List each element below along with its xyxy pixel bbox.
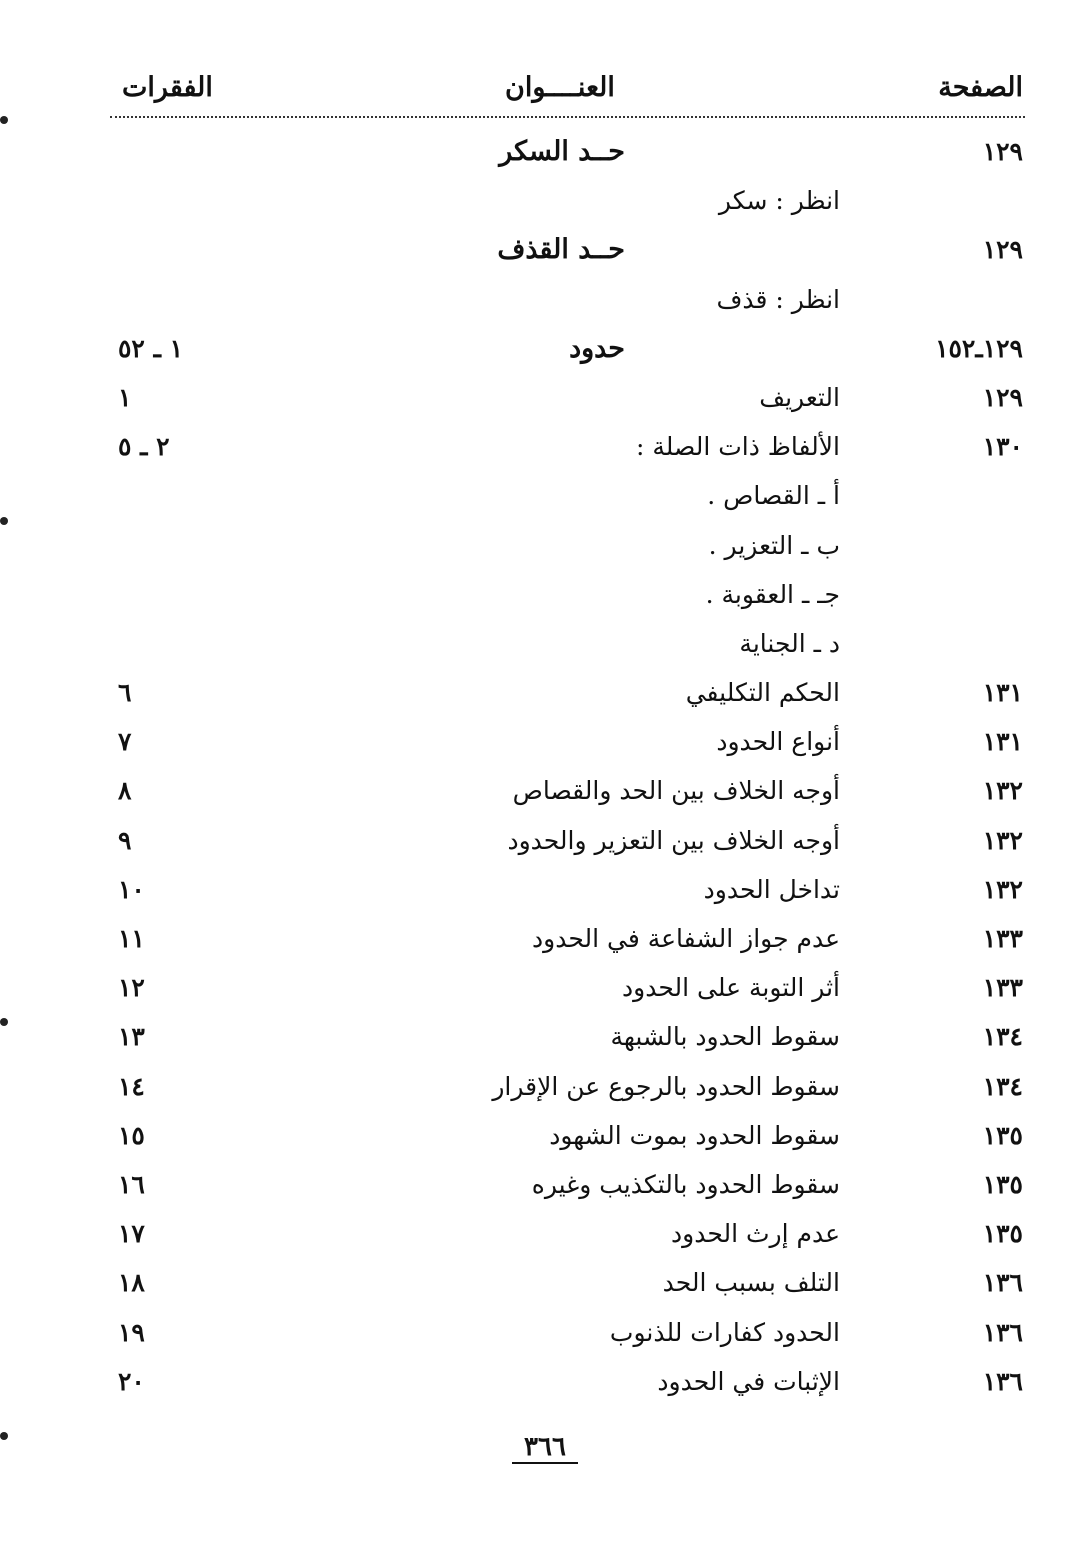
entry-page-number: ١٣٤ bbox=[982, 1022, 1023, 1052]
index-entry bbox=[110, 866, 1025, 915]
entry-title: انظر : سكر bbox=[718, 186, 840, 216]
entry-title: انظر : قذف bbox=[716, 284, 840, 314]
entry-title: الحكم التكليفي bbox=[685, 678, 840, 708]
entry-title: أوجه الخلاف بين التعزير والحدود bbox=[507, 825, 840, 855]
entry-title: حــد القذف bbox=[497, 234, 625, 266]
page-footer bbox=[0, 1432, 1090, 1462]
index-entry bbox=[110, 325, 1025, 374]
entry-page-number: ١٣٣ bbox=[982, 973, 1023, 1003]
entry-title: سقوط الحدود بالتكذيب وغيره bbox=[531, 1169, 840, 1199]
index-entry bbox=[110, 1063, 1025, 1112]
scan-mark bbox=[0, 517, 8, 525]
entry-title: سقوط الحدود بالرجوع عن الإقرار bbox=[492, 1071, 840, 1101]
entry-title: أنواع الحدود bbox=[716, 727, 840, 757]
index-entry bbox=[110, 817, 1025, 866]
entry-title: التلف بسبب الحد bbox=[662, 1268, 840, 1298]
entry-page-number: ١٢٩ـ١٥٢ bbox=[935, 333, 1023, 363]
index-entries bbox=[110, 128, 1025, 1407]
page-number: ٣٦٦ bbox=[512, 1432, 578, 1464]
entry-page-number: ١٣٢ bbox=[982, 776, 1023, 806]
entry-title: أثر التوبة على الحدود bbox=[622, 973, 840, 1003]
entry-page-number: ١٣٣ bbox=[982, 924, 1023, 953]
entry-paragraphs: ٢ ـ ٥ bbox=[118, 432, 170, 462]
entry-title: أوجه الخلاف بين الحد والقصاص bbox=[512, 776, 840, 806]
entry-paragraphs: ١٧ bbox=[118, 1219, 145, 1249]
entry-title: تداخل الحدود bbox=[703, 874, 840, 904]
scan-mark bbox=[0, 1018, 8, 1026]
entry-paragraphs: ٢٠ bbox=[118, 1366, 145, 1396]
index-entry bbox=[110, 964, 1025, 1013]
index-entry bbox=[110, 767, 1025, 816]
entry-title: سقوط الحدود بموت الشهود bbox=[549, 1120, 840, 1150]
entry-paragraphs: ٩ bbox=[118, 825, 132, 855]
scan-mark bbox=[0, 1432, 8, 1440]
table-header bbox=[110, 70, 1025, 118]
entry-page-number: ١٣٢ bbox=[982, 825, 1023, 855]
entry-page-number: ١٣٦ bbox=[982, 1268, 1023, 1298]
entry-page-number: ١٢٩ bbox=[982, 137, 1023, 166]
index-entry bbox=[110, 472, 1025, 521]
entry-page-number: ١٣٢ bbox=[982, 874, 1023, 904]
index-entry bbox=[110, 1161, 1025, 1210]
index-entry bbox=[110, 374, 1025, 423]
entry-paragraphs: ٧ bbox=[118, 727, 132, 757]
entry-page-number: ١٣٥ bbox=[982, 1120, 1023, 1150]
index-entry bbox=[110, 1210, 1025, 1259]
entry-title: ب ـ التعزير . bbox=[708, 530, 840, 560]
index-entry bbox=[110, 177, 1025, 226]
index-entry bbox=[110, 1112, 1025, 1161]
entry-paragraphs: ٦ bbox=[118, 678, 132, 708]
index-entry bbox=[110, 669, 1025, 718]
entry-paragraphs: ١ ـ ٥٢ bbox=[118, 333, 184, 363]
entry-title: الإثبات في الحدود bbox=[657, 1366, 840, 1396]
entry-title: عدم إرث الحدود bbox=[671, 1219, 840, 1249]
index-entry bbox=[110, 128, 1025, 177]
entry-paragraphs: ٨ bbox=[118, 776, 132, 806]
entry-title: سقوط الحدود بالشبهة bbox=[610, 1022, 840, 1052]
entry-title: حــد السكر bbox=[499, 136, 625, 167]
entry-page-number: ١٢٩ bbox=[982, 382, 1023, 412]
index-entry bbox=[110, 718, 1025, 767]
header-title-label: العنــــوان bbox=[505, 72, 615, 103]
index-entry bbox=[110, 620, 1025, 669]
entry-paragraphs: ١١ bbox=[118, 924, 145, 953]
entry-page-number: ١٢٩ bbox=[982, 235, 1023, 265]
entry-paragraphs: ١٩ bbox=[118, 1317, 145, 1347]
index-entry bbox=[110, 522, 1025, 571]
index-entry bbox=[110, 1013, 1025, 1062]
entry-title: التعريف bbox=[759, 382, 840, 412]
entry-paragraphs: ١ bbox=[118, 382, 132, 412]
entry-page-number: ١٣٥ bbox=[982, 1219, 1023, 1249]
entry-paragraphs: ١٥ bbox=[118, 1120, 145, 1150]
entry-title: د ـ الجناية bbox=[739, 628, 840, 658]
index-entry bbox=[110, 1259, 1025, 1308]
index-entry bbox=[110, 276, 1025, 325]
index-entry bbox=[110, 423, 1025, 472]
index-entry bbox=[110, 1309, 1025, 1358]
entry-page-number: ١٣٦ bbox=[982, 1366, 1023, 1396]
header-paragraphs-label: الفقرات bbox=[122, 72, 213, 103]
entry-page-number: ١٣١ bbox=[982, 727, 1023, 757]
entry-title: حدود bbox=[569, 332, 625, 364]
entry-title: أ ـ القصاص . bbox=[707, 481, 840, 511]
entry-page-number: ١٣٦ bbox=[982, 1317, 1023, 1347]
index-entry bbox=[110, 226, 1025, 275]
entry-paragraphs: ١٠ bbox=[118, 874, 145, 904]
scan-mark bbox=[0, 116, 8, 124]
index-entry bbox=[110, 571, 1025, 620]
entry-page-number: ١٣٠ bbox=[982, 432, 1023, 462]
header-page-label: الصفحة bbox=[938, 72, 1023, 103]
index-entry bbox=[110, 915, 1025, 964]
entry-title: عدم جواز الشفاعة في الحدود bbox=[532, 924, 840, 953]
index-entry bbox=[110, 1358, 1025, 1407]
entry-title: الحدود كفارات للذنوب bbox=[609, 1317, 840, 1347]
entry-page-number: ١٣٥ bbox=[982, 1169, 1023, 1199]
entry-title: جـ ـ العقوبة . bbox=[705, 579, 840, 609]
entry-paragraphs: ١٢ bbox=[118, 973, 145, 1003]
entry-paragraphs: ١٨ bbox=[118, 1268, 145, 1298]
entry-paragraphs: ١٦ bbox=[118, 1169, 145, 1199]
entry-paragraphs: ١٣ bbox=[118, 1022, 145, 1052]
entry-paragraphs: ١٤ bbox=[118, 1071, 145, 1101]
entry-page-number: ١٣٤ bbox=[982, 1071, 1023, 1101]
entry-title: الألفاظ ذات الصلة : bbox=[635, 432, 840, 462]
entry-page-number: ١٣١ bbox=[982, 678, 1023, 708]
